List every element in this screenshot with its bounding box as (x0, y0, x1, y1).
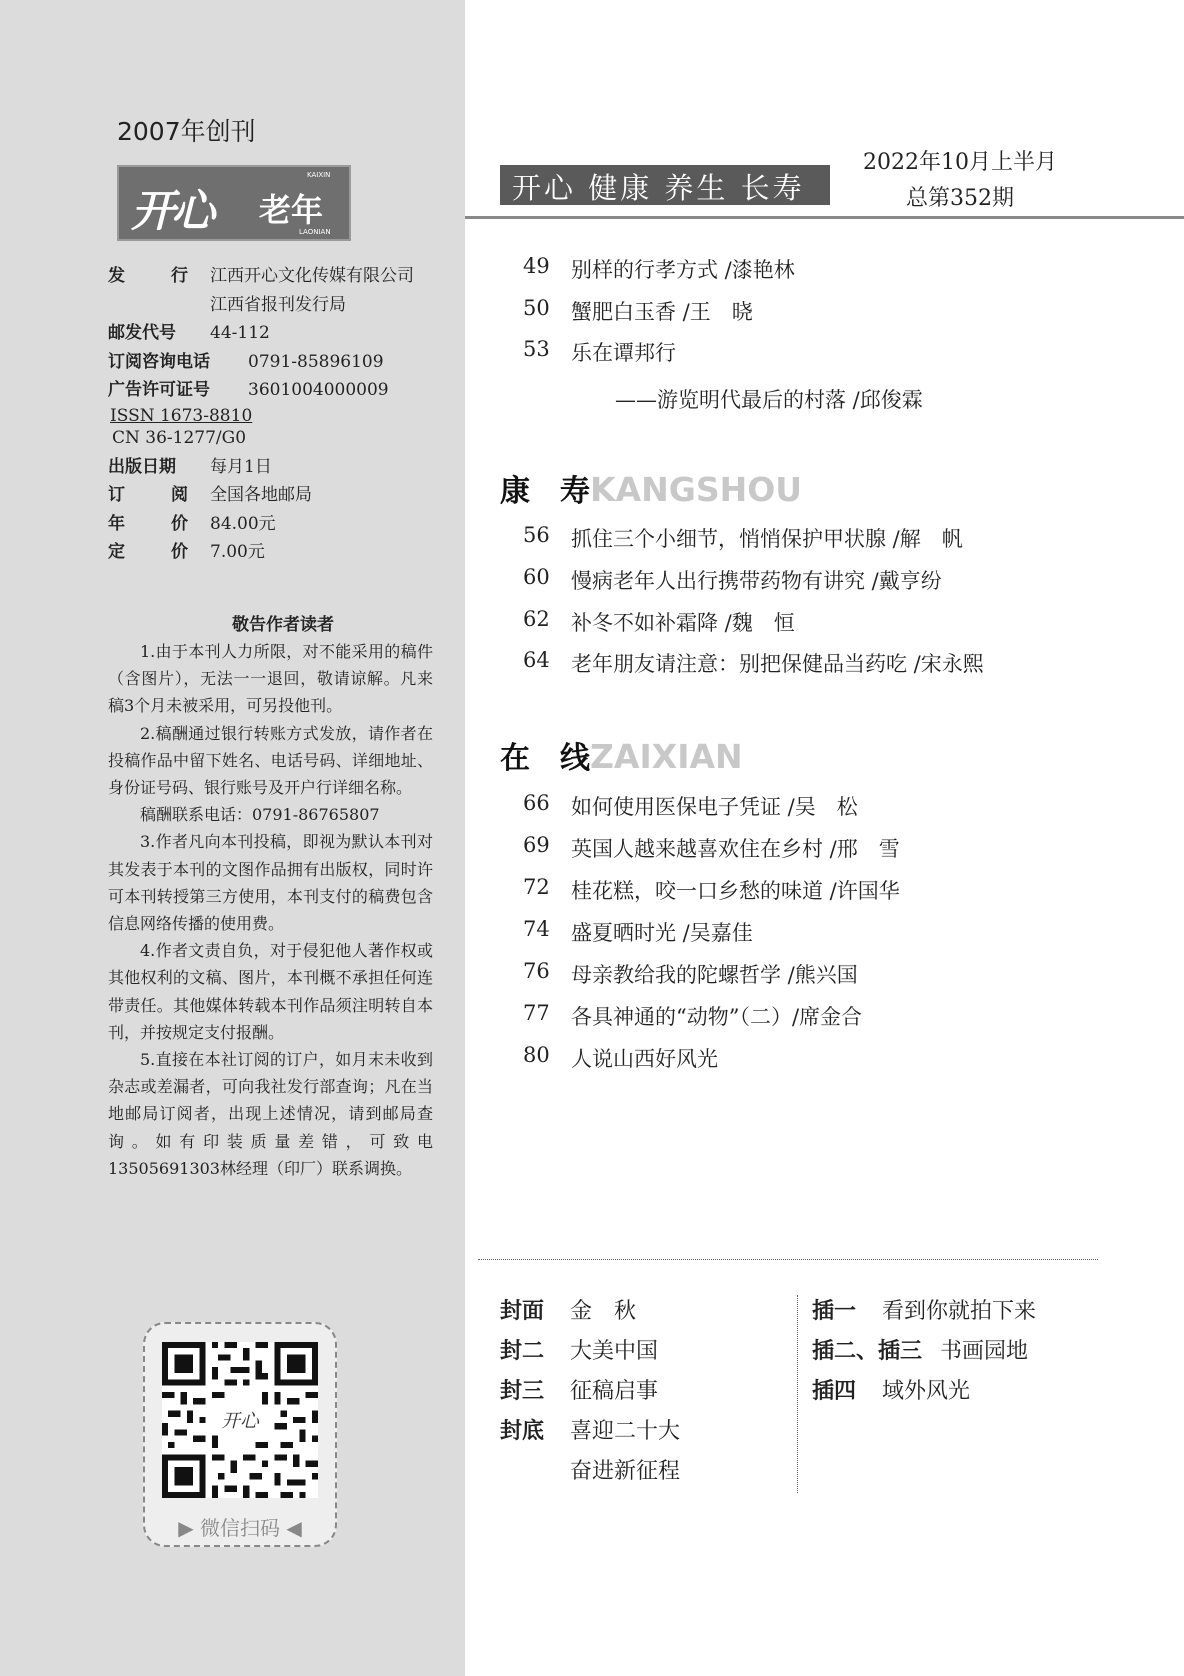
subscribe-label: 订阅 (108, 485, 188, 505)
info-sidebar (0, 0, 465, 1676)
toc-page: 74 (523, 917, 550, 941)
notice-item: 5.直接在本社订阅的订户，如月末未收到杂志或差漏者，可向我社发行部查询；凡在当地邮局订阅者，出现上述情况，请到邮局查询。如有印装质量差错，可致电13505691303林经理（印厂）联系调换。 (108, 1050, 433, 1178)
phone-label: 订阅咨询电话 (108, 351, 210, 372)
toc-subtitle: ——游览明代最后的村落 /邱俊霖 (615, 388, 923, 412)
price-value: 7.00元 (210, 542, 265, 562)
toc-title: 盛夏晒时光 /吴嘉佳 (571, 921, 753, 945)
plate-item (812, 1334, 1029, 1365)
toc-page: 53 (523, 337, 550, 361)
logo-pinyin-bottom: LAONIAN (299, 228, 331, 236)
toc-page: 49 (523, 254, 550, 278)
subscribe-value: 全国各地邮局 (210, 485, 312, 505)
plate-item (812, 1294, 1037, 1325)
toc-title: 人说山西好风光 (571, 1047, 718, 1071)
publish-date-label: 出版日期 (108, 456, 176, 477)
section-heading-zaixian (500, 733, 743, 777)
toc-page: 64 (523, 648, 550, 672)
section-en: KANGSHOU (590, 470, 803, 509)
toc-page: 60 (523, 565, 550, 589)
notice-phone: 稿酬联系电话：0791-86765807 (140, 805, 380, 825)
section-cn: 康 寿 (500, 474, 590, 509)
logo-main-text: 开心 (131, 186, 211, 237)
header-divider (465, 216, 1184, 219)
plate-label: 封三 (500, 1379, 545, 1404)
toc-page: 56 (523, 523, 550, 547)
toc-title: 抓住三个小细节，悄悄保护甲状腺 /解 帆 (571, 527, 963, 551)
postal-code-label: 邮发代号 (108, 323, 176, 343)
logo-sub-text: 老年 (259, 191, 324, 229)
toc-title: 老年朋友请注意：别把保健品当药吃 /宋永熙 (571, 652, 984, 676)
toc-page: 62 (523, 607, 550, 631)
issn: ISSN 1673-8810 (110, 405, 253, 426)
slogan-banner (500, 165, 830, 205)
phone-value: 0791-85896109 (248, 351, 384, 372)
notice-title: 敬告作者读者 (232, 615, 334, 635)
toc-page: 80 (523, 1043, 550, 1067)
issue-info (860, 145, 1060, 217)
notice-item: 3.作者凡向本刊投稿，即视为默认本刊对其发表于本刊的文图作品拥有出版权，同时许可本刊转授第三方使用，本刊支付的稿费包含信息网络传播的使用费。 (108, 832, 433, 934)
toc-title: 英国人越来越喜欢住在乡村 /邢 雪 (571, 837, 900, 861)
notice-item: 4.作者文责自负，对于侵犯他人著作权或其他权利的文稿、图片，本刊概不承担任何连带责任。其他媒体转载本刊作品须注明转自本刊，并按规定支付报酬。 (108, 941, 433, 1042)
toc-title: 蟹肥白玉香 /王 晓 (571, 300, 753, 324)
plate-item (812, 1374, 971, 1405)
plate-value-extra: 奋进新征程 (570, 1459, 681, 1484)
issue-date: 2022年10月上半月 (863, 150, 1057, 175)
toc-page: 69 (523, 833, 550, 857)
toc-page: 66 (523, 791, 550, 815)
plate-item (500, 1374, 659, 1405)
plate-value: 金 秋 (570, 1299, 637, 1324)
founded-year: 2007年创刊 (117, 117, 256, 146)
plate-value: 征稿启事 (570, 1379, 659, 1404)
plate-label: 插一 (812, 1299, 857, 1324)
section-en: ZAIXIAN (590, 737, 743, 776)
price-label: 定价 (108, 542, 188, 562)
notice-item: 2.稿酬通过银行转账方式发放，请作者在投稿作品中留下姓名、电话号码、详细地址、身份证号码、银行账号及开户行详细名称。 (108, 723, 433, 798)
slogan-text: 开心 健康 养生 长寿 (512, 171, 805, 205)
plates-divider (478, 1259, 1098, 1260)
notice-text (108, 638, 433, 1182)
plate-item (500, 1334, 659, 1365)
publisher-label: 发行 (108, 266, 188, 286)
section-cn: 在 线 (500, 741, 590, 776)
toc-title: 别样的行孝方式 /漆艳林 (571, 258, 795, 282)
toc-title: 乐在谭邦行 (571, 341, 676, 365)
plate-item (500, 1414, 681, 1445)
logo-pinyin-top: KAIXIN (307, 171, 331, 179)
plates-column-divider (797, 1295, 798, 1493)
publisher-value-2: 江西省报刊发行局 (210, 294, 346, 315)
qr-caption: ▶ 微信扫码 ◀ (178, 1516, 302, 1540)
section-heading-kangshou (500, 466, 802, 510)
plate-value: 大美中国 (570, 1339, 659, 1364)
svg-text:开心: 开心 (221, 1410, 259, 1432)
toc-title: 各具神通的“动物”（二）/席金合 (571, 1005, 863, 1029)
qr-code-icon[interactable] (162, 1342, 318, 1498)
annual-price-label: 年价 (108, 513, 188, 534)
toc-title: 母亲教给我的陀螺哲学 /熊兴国 (571, 963, 858, 987)
toc-title: 补冬不如补霜降 /魏 恒 (571, 611, 795, 635)
toc-title: 如何使用医保电子凭证 /吴 松 (571, 795, 858, 819)
toc-page: 72 (523, 875, 550, 899)
toc-page: 50 (523, 296, 550, 320)
plate-label: 封二 (500, 1339, 545, 1364)
notice-item: 1.由于本刊人力所限，对不能采用的稿件（含图片），无法一一退回，敬请谅解。凡来稿3个月未被采用，可另投他刊。 (108, 642, 433, 716)
plate-label: 插二、插三 (812, 1339, 923, 1364)
plate-label: 插四 (812, 1379, 857, 1404)
publish-date-value: 每月1日 (210, 456, 272, 477)
plate-value: 域外风光 (882, 1379, 971, 1404)
toc-title: 慢病老年人出行携带药物有讲究 /戴亨纷 (571, 569, 942, 593)
plate-label: 封面 (500, 1299, 545, 1324)
publisher-value: 江西开心文化传媒有限公司 (210, 266, 414, 286)
magazine-logo (117, 165, 351, 241)
plate-value: 书画园地 (940, 1339, 1029, 1364)
plate-label: 封底 (500, 1419, 545, 1444)
toc-title: 桂花糕，咬一口乡愁的味道 /许国华 (571, 879, 900, 903)
publication-info (108, 262, 458, 567)
plate-value: 看到你就拍下来 (882, 1299, 1037, 1324)
ad-license-label: 广告许可证号 (108, 380, 210, 400)
toc-page: 77 (523, 1001, 550, 1025)
ad-license-value: 3601004000009 (248, 380, 389, 400)
plate-item (500, 1294, 637, 1325)
annual-price-value: 84.00元 (210, 513, 276, 534)
plate-value: 喜迎二十大 (570, 1419, 681, 1444)
toc-page: 76 (523, 959, 550, 983)
wechat-qr-card[interactable] (143, 1322, 337, 1547)
cn-number: CN 36-1277/G0 (112, 427, 247, 448)
issue-total: 总第352期 (906, 186, 1014, 211)
postal-code-value: 44-112 (210, 323, 270, 343)
